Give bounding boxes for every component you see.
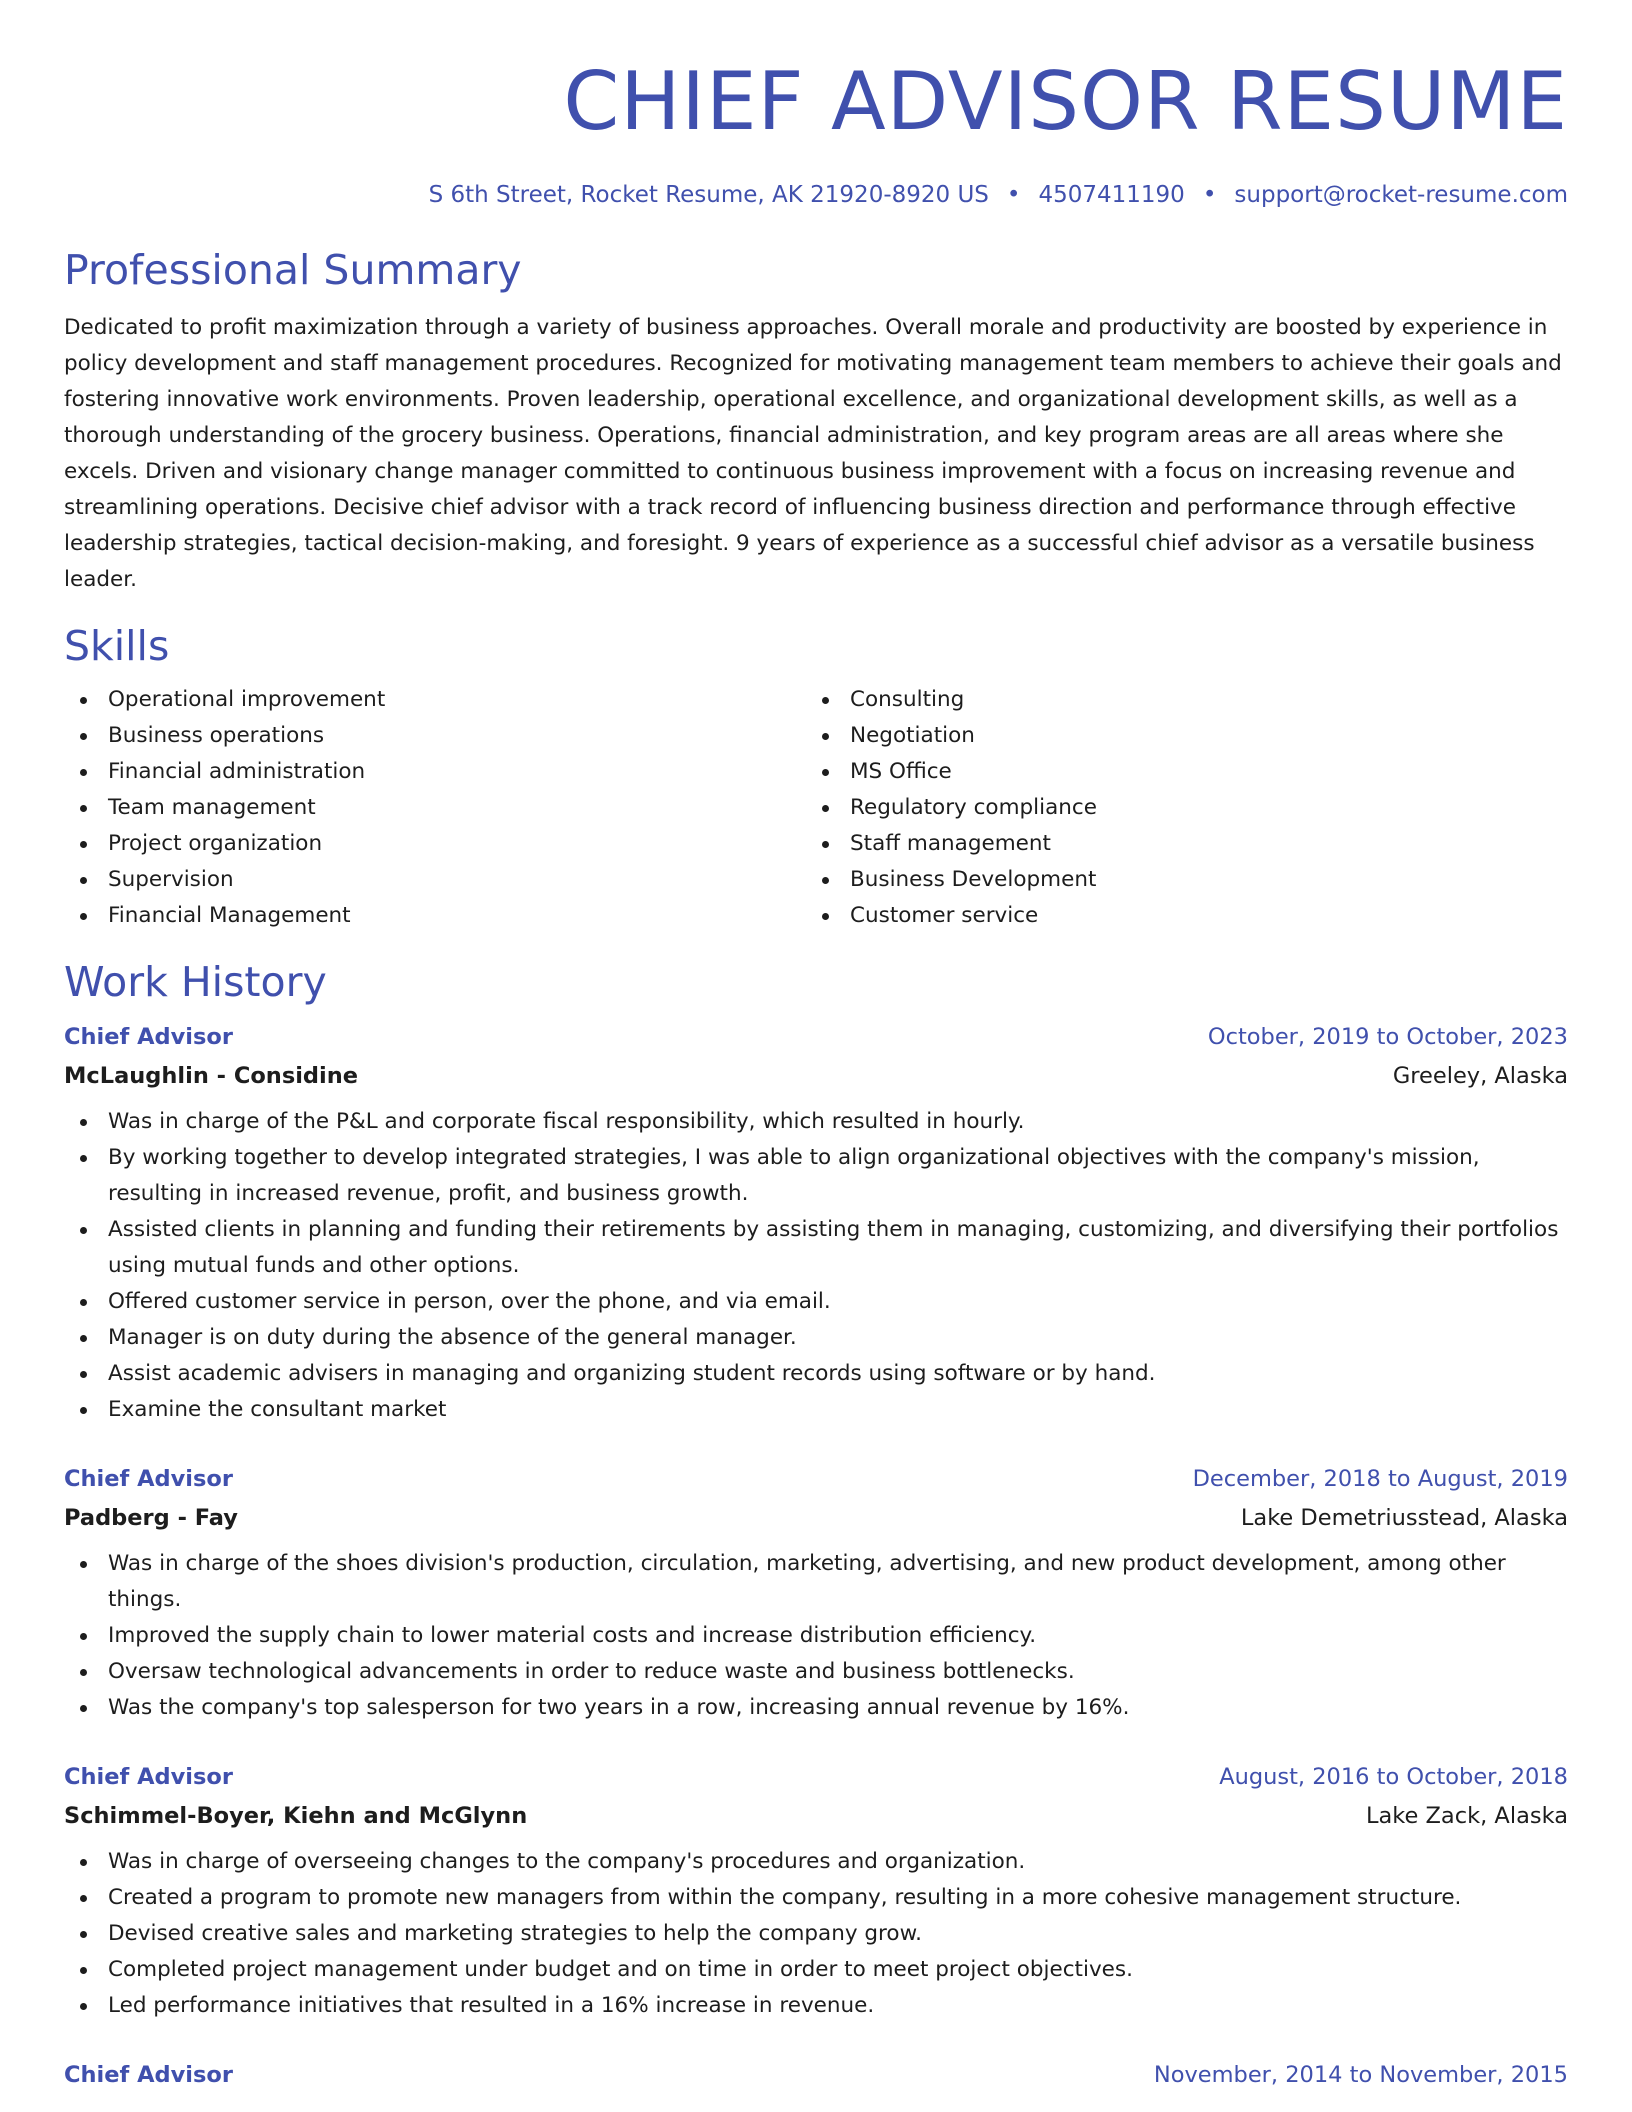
summary-heading: Professional Summary [64, 246, 522, 294]
job-role: Chief Advisor [64, 1024, 233, 1050]
contact-email: support@rocket-resume.com [1234, 182, 1568, 208]
skill-item: Operational improvement [64, 682, 806, 718]
job-entry [64, 1758, 1568, 2024]
job-bullet: Was in charge of the P&L and corporate fiscal responsibility, which resulted in hourly. [64, 1104, 1568, 1140]
job-role: Chief Advisor [64, 2062, 233, 2088]
job-company: Schimmel-Boyer, Kiehn and McGlynn [64, 1803, 528, 1829]
job-bullets [64, 1546, 1568, 1726]
skill-item: Negotiation [806, 718, 1548, 754]
skill-item: Supervision [64, 862, 806, 898]
summary-section [64, 244, 1568, 598]
skill-item: Financial administration [64, 754, 806, 790]
job-dates: November, 2014 to November, 2015 [1153, 2062, 1568, 2088]
job-bullet: Was the company's top salesperson for two years in a row, increasing annual revenue by 16%. [64, 1690, 1568, 1726]
job-title-row [64, 1758, 1568, 1796]
skill-item: Financial Management [64, 898, 806, 934]
skill-item: Customer service [806, 898, 1548, 934]
job-bullet: Manager is on duty during the absence of the general manager. [64, 1320, 1568, 1356]
skill-item: Project organization [64, 826, 806, 862]
contact-line [64, 182, 1568, 208]
job-bullet: Oversaw technological advancements in order to reduce waste and business bottlenecks. [64, 1654, 1568, 1690]
skills-heading: Skills [64, 622, 170, 670]
job-location: Lake Demetriusstead, Alaska [1240, 1505, 1568, 1531]
job-company: McLaughlin - Considine [64, 1063, 359, 1089]
skill-item: Team management [64, 790, 806, 826]
work-history-section [64, 956, 1568, 2094]
skills-columns [64, 682, 1568, 934]
skills-section [64, 620, 1568, 934]
skill-item: Regulatory compliance [806, 790, 1548, 826]
skill-item: Business operations [64, 718, 806, 754]
job-bullets [64, 1844, 1568, 2024]
skill-item: Staff management [806, 826, 1548, 862]
contact-phone: 4507411190 [1038, 182, 1185, 208]
job-bullets [64, 1104, 1568, 1428]
job-dates: October, 2019 to October, 2023 [1207, 1024, 1568, 1050]
skill-item: MS Office [806, 754, 1548, 790]
resume-header [64, 0, 1568, 208]
skill-item: Business Development [806, 862, 1548, 898]
job-entry [64, 1460, 1568, 1726]
resume-title: CHIEF ADVISOR RESUME [563, 55, 1568, 148]
job-role: Chief Advisor [64, 1466, 233, 1492]
job-bullet: Improved the supply chain to lower material costs and increase distribution efficiency. [64, 1618, 1568, 1654]
contact-separator: • [1006, 182, 1021, 208]
summary-text: Dedicated to profit maximization through a variety of business approaches. Overall morale and productivity are boosted by experience in policy development and staff management procedures. Recognized for motivating management team members to achieve their goals and fostering innovative work environments. Proven leadership, operational excellence, and organizational development skills, as well as a thorough understanding of the grocery business. Operations, financial administration, and key program areas are all areas where she excels. Driven and visionary change manager committed to continuous business improvement with a focus on increasing revenue and streamlining operations. Decisive chief advisor with a track record of influencing business direction and performance through effective leadership strategies, tactical decision-making, and foresight. 9 years of experience as a successful chief advisor as a versatile business leader. [64, 315, 1562, 592]
job-bullet: Offered customer service in person, over the phone, and via email. [64, 1284, 1568, 1320]
job-bullet: Was in charge of the shoes division's production, circulation, marketing, advertising, and new product development, among other things. [64, 1546, 1568, 1618]
job-title-row [64, 2056, 1568, 2094]
job-dates: December, 2018 to August, 2019 [1192, 1466, 1568, 1492]
job-location: Lake Zack, Alaska [1365, 1803, 1568, 1829]
skills-column-left [64, 682, 806, 934]
job-bullet: Devised creative sales and marketing strategies to help the company grow. [64, 1916, 1568, 1952]
skills-column-right [806, 682, 1548, 934]
work-history-heading: Work History [64, 958, 327, 1006]
job-title-row [64, 1460, 1568, 1498]
job-company-row [64, 1498, 1568, 1538]
job-company-row [64, 1056, 1568, 1096]
job-location: Greeley, Alaska [1392, 1063, 1568, 1089]
job-bullet: By working together to develop integrated strategies, I was able to align organizational objectives with the company's mission, resulting in increased revenue, profit, and business growth. [64, 1140, 1568, 1212]
job-list [64, 1018, 1568, 2094]
job-bullet: Led performance initiatives that resulted in a 16% increase in revenue. [64, 1988, 1568, 2024]
job-bullet: Examine the consultant market [64, 1392, 1568, 1428]
job-bullet: Was in charge of overseeing changes to the company's procedures and organization. [64, 1844, 1568, 1880]
skill-item: Consulting [806, 682, 1548, 718]
job-company: Padberg - Fay [64, 1505, 238, 1531]
contact-address: S 6th Street, Rocket Resume, AK 21920-8920 US [428, 182, 989, 208]
job-dates: August, 2016 to October, 2018 [1219, 1764, 1568, 1790]
job-bullet: Assisted clients in planning and funding their retirements by assisting them in managing, customizing, and diversifying their portfolios using mutual funds and other options. [64, 1212, 1568, 1284]
job-entry [64, 1018, 1568, 1428]
job-entry [64, 2056, 1568, 2094]
job-bullet: Completed project management under budget and on time in order to meet project objectives. [64, 1952, 1568, 1988]
contact-separator: • [1202, 182, 1217, 208]
job-bullet: Assist academic advisers in managing and organizing student records using software or by hand. [64, 1356, 1568, 1392]
job-title-row [64, 1018, 1568, 1056]
job-company-row [64, 1796, 1568, 1836]
job-role: Chief Advisor [64, 1764, 233, 1790]
job-bullet: Created a program to promote new managers from within the company, resulting in a more cohesive management structure. [64, 1880, 1568, 1916]
